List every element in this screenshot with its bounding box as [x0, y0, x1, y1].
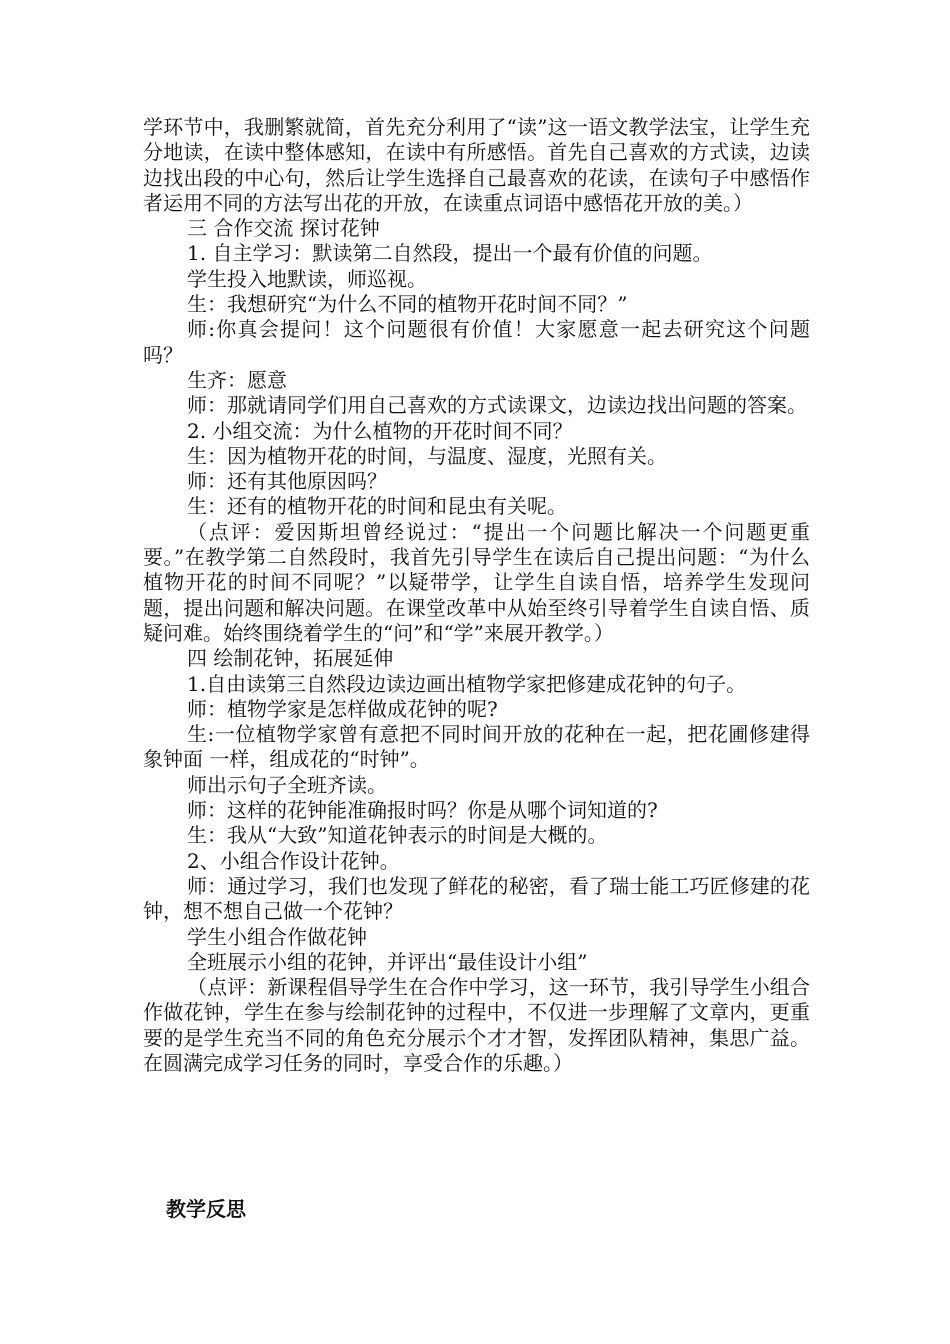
paragraph: 生齐：愿意	[187, 367, 287, 392]
paragraph: 师：这样的花钟能准确报时吗？你是从哪个词知道的?	[187, 798, 658, 823]
paragraph-group-discussion: 2. 小组交流：为什么植物的开花时间不同？	[187, 418, 573, 443]
paragraph: 生:一位植物学家曾有意把不同时间开放的花种在一起，把花圃修建得象钟面 一样，组成花的“时钟”。	[143, 722, 810, 772]
paragraph: 师：那就请同学们用自己喜欢的方式读课文，边读边找出问题的答案。	[187, 393, 807, 418]
paragraph: 师：通过学习，我们也发现了鲜花的秘密，看了瑞士能工巧匠修建的花钟，想不想自己做一个花钟？	[143, 873, 810, 924]
paragraph: 2、小组合作设计花钟。	[187, 848, 400, 873]
paragraph: 生：因为植物开花的时间，与温度、湿度，光照有关。	[187, 443, 667, 468]
section-heading-3: 三 合作交流 探讨花钟	[187, 216, 380, 241]
section-title-teaching-reflection: 教学反思	[166, 1197, 246, 1221]
paragraph-commentary: （点评：爱因斯坦曾经说过：“提出一个问题比解决一个问题更重要。”在教学第二自然段时，我首先引导学生在读后自己提出问题：“为什么植物开花的时间不同呢？”以疑带学，让学生自读自悟，培养学生发现问题，提出问题和解决问题。在课堂改革中从始至终引导着学生自读自悟、质疑问难。始终围绕着学生的“问”和“学”来展开教学。）	[143, 519, 810, 645]
document-body	[143, 115, 810, 1076]
paragraph: 师出示句子全班齐读。	[187, 772, 387, 797]
paragraph-commentary: （点评：新课程倡导学生在合作中学习，这一环节，我引导学生小组合作做花钟，学生在参与绘制花钟的过程中，不仅进一步理解了文章内，更重要的是学生充当不同的角色充分展示个才才智，发挥团队精神，集思广益。在圆满完成学习任务的同时，享受合作的乐趣。）	[143, 975, 810, 1075]
paragraph: 师:你真会提问！这个问题很有价值！大家愿意一起去研究这个问题吗？	[143, 317, 810, 367]
paragraph-intro-commentary-end: 学环节中，我删繁就简，首先充分利用了“读”这一语文教学法宝，让学生充分地读，在读中整体感知，在读中有所感悟。首先自己喜欢的方式读，边读边找出段的中心句，然后让学生选择自己最喜欢的花读，在读句子中感悟作者运用不同的方法写出花的开放，在读重点词语中感悟花开放的美。）	[143, 115, 810, 215]
paragraph-self-study: 1. 自主学习：默读第二自然段，提出一个最有价值的问题。	[187, 241, 713, 266]
paragraph: 师：植物学家是怎样做成花钟的呢?	[187, 696, 498, 721]
paragraph: 学生投入地默读，师巡视。	[187, 266, 427, 291]
paragraph: 生：我想研究“为什么不同的植物开花时间不同？”	[187, 292, 628, 317]
paragraph: 1.自由读第三自然段边读边画出植物学家把修建成花钟的句子。	[187, 671, 747, 696]
paragraph: 学生小组合作做花钟	[187, 924, 367, 949]
paragraph: 生：我从“大致”知道花钟表示的时间是大概的。	[187, 823, 608, 848]
paragraph: 生：还有的植物开花的时间和昆虫有关呢。	[187, 494, 567, 519]
paragraph: 全班展示小组的花钟，并评出“最佳设计小组”	[187, 949, 588, 974]
paragraph: 师：还有其他原因吗？	[187, 469, 387, 494]
section-heading-4: 四 绘制花钟，拓展延伸	[187, 646, 394, 671]
